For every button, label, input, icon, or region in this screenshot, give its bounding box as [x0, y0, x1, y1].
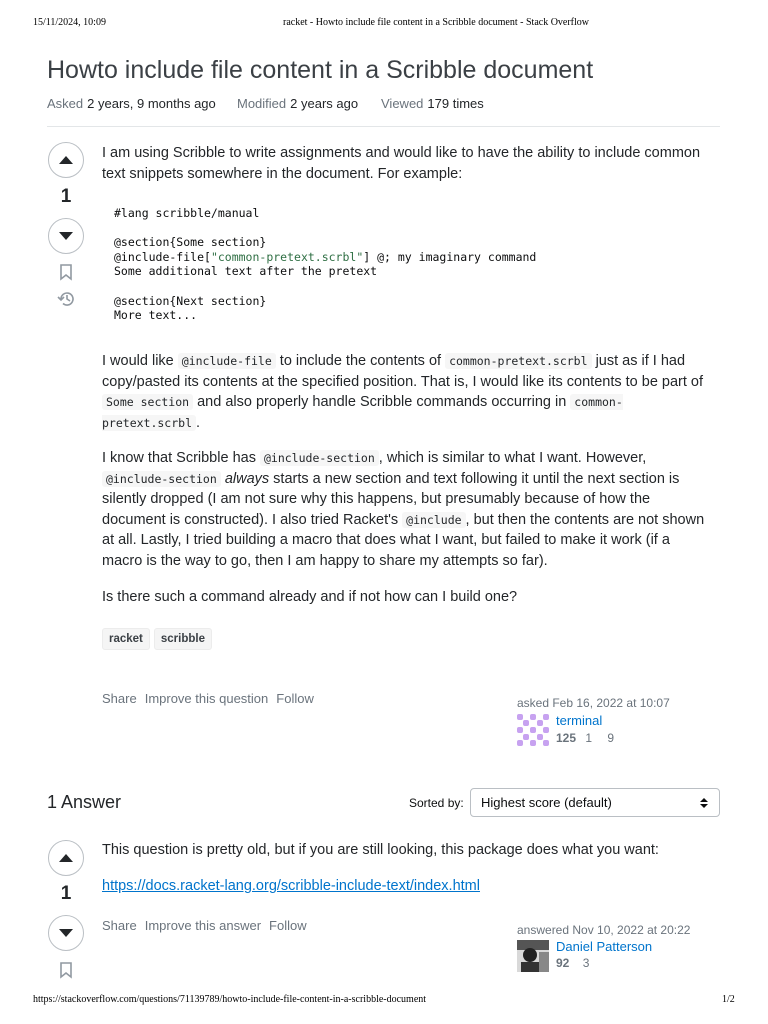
- text-span: to include the contents of: [275, 353, 446, 369]
- share-link[interactable]: Share: [102, 691, 137, 706]
- meta-asked-label: Asked: [47, 96, 84, 111]
- meta-modified-label: Modified: [237, 96, 287, 111]
- print-page-title: racket - Howto include file content in a Scribble document - Stack Overflow: [283, 17, 590, 28]
- sort-select[interactable]: [470, 788, 720, 817]
- text-span: and also properly handle Scribble commands occurring in: [193, 394, 571, 410]
- inline-code: @include-section: [102, 471, 221, 487]
- improve-answer-link[interactable]: Improve this answer: [144, 918, 262, 933]
- answered-timestamp: answered Nov 10, 2022 at 20:22: [517, 923, 691, 937]
- sorted-by-label: Sorted by:: [409, 796, 464, 810]
- question-code-block: [102, 198, 707, 331]
- answerer-name[interactable]: Daniel Patterson: [556, 939, 653, 954]
- asker-stats: [556, 731, 614, 745]
- answer-link-paragraph: [102, 876, 707, 897]
- upvote-arrow-icon: [58, 853, 74, 863]
- print-page-number: 1/2: [722, 994, 735, 1005]
- answer-bookmark-button[interactable]: [48, 962, 84, 979]
- text-span: starts a new section and text following it until the next section is silently dropped (I am not sure why this happens, but presumably because of how the document is constructed). I also tried Racket's: [102, 470, 680, 528]
- text-span: .: [196, 414, 201, 431]
- meta-viewed-label: Viewed: [381, 96, 424, 111]
- share-link[interactable]: Share: [102, 918, 137, 933]
- answer-upvote-button[interactable]: [48, 840, 84, 876]
- bronze-badge-count: 9: [607, 731, 615, 745]
- question-history-button[interactable]: [48, 290, 84, 308]
- bookmark-icon: [59, 962, 73, 979]
- user-photo-avatar: [517, 940, 549, 972]
- code-line: @section{Some section}: [114, 235, 267, 250]
- text-span: just as if I had copy/pasted its contents at the specified position. That is, I would like its contents to be part of: [102, 353, 704, 390]
- meta-viewed-value: 179 times: [427, 96, 484, 111]
- answerer-avatar[interactable]: [517, 940, 549, 977]
- answer-text: This question is pretty old, but if you are still looking, this package does what you want:: [102, 842, 659, 858]
- asker-name[interactable]: terminal: [556, 713, 603, 728]
- question-downvote-button[interactable]: [48, 218, 84, 254]
- code-line: @section{Next section}: [114, 293, 267, 308]
- title-divider: [47, 126, 720, 127]
- question-paragraph-3: [102, 448, 707, 571]
- answer-package-link[interactable]: https://docs.racket-lang.org/scribble-include-text/index.html: [102, 878, 480, 894]
- print-datetime: 15/11/2024, 10:09: [33, 17, 106, 28]
- code-line: More text...: [114, 308, 198, 323]
- asker-avatar[interactable]: [517, 714, 549, 751]
- silver-badge-count: 1: [585, 731, 593, 745]
- question-upvote-button[interactable]: [48, 142, 84, 178]
- inline-code: @include-file: [178, 353, 276, 369]
- question-tags: [102, 628, 216, 650]
- answer-post-actions: [102, 918, 315, 933]
- print-footer-url: https://stackoverflow.com/questions/71139789/howto-include-file-content-in-a-scribble-document: [33, 994, 427, 1005]
- meta-viewed: [381, 96, 484, 111]
- meta-asked-value: 2 years, 9 months ago: [87, 96, 216, 111]
- meta-modified-value: 2 years ago: [290, 96, 359, 111]
- text-span: I know that Scribble has: [102, 450, 260, 466]
- answer-vote-count: 1: [60, 883, 72, 904]
- sort-select-value: Highest score (default): [481, 795, 612, 810]
- text-span: I would like: [102, 353, 178, 369]
- question-intro: I am using Scribble to write assignments and would like to have the ability to include common text snippets somewhere in the document. For example:: [102, 145, 701, 182]
- code-string: "common-pretext.scrbl": [210, 249, 364, 264]
- code-line: Some additional text after the pretext: [114, 264, 378, 279]
- question-post-actions: [102, 691, 322, 706]
- inline-code: common-pretext.scrbl: [445, 353, 591, 369]
- text-span: , which is similar to what I want. However,: [378, 450, 647, 466]
- answer-downvote-button[interactable]: [48, 915, 84, 951]
- question-paragraph-4: Is there such a command already and if not how can I build one?: [102, 589, 518, 605]
- improve-question-link[interactable]: Improve this question: [144, 691, 269, 706]
- downvote-arrow-icon: [58, 928, 74, 938]
- inline-code: @include: [402, 512, 465, 528]
- meta-asked: [47, 96, 216, 111]
- text-span: , but then the contents are not shown at all. Lastly, I tried building a macro that does what I want, but failed to make it work (if a macro is the way to go, then I am happy to share my attempts so far).: [102, 511, 705, 569]
- identicon-avatar: [517, 714, 549, 746]
- code-line: #lang scribble/manual: [114, 206, 260, 220]
- question-bookmark-button[interactable]: [48, 264, 84, 281]
- tag-racket[interactable]: racket: [102, 628, 150, 650]
- question-title[interactable]: Howto include file content in a Scribble document: [47, 56, 594, 84]
- question-vote-count: 1: [60, 186, 72, 207]
- question-paragraph-2: [102, 351, 707, 433]
- bronze-badge-count: 3: [582, 956, 590, 970]
- inline-code: common-pretext.scrbl: [102, 395, 623, 430]
- tag-scribble[interactable]: scribble: [154, 628, 212, 650]
- inline-code: Some section: [102, 394, 193, 410]
- history-icon: [56, 290, 76, 308]
- upvote-arrow-icon: [58, 155, 74, 165]
- code-line: @include-file[: [114, 249, 211, 264]
- reputation-score: 125: [556, 731, 577, 745]
- reputation-score: 92: [556, 956, 570, 970]
- inline-code: @include-section: [260, 450, 379, 466]
- asked-timestamp: asked Feb 16, 2022 at 10:07: [517, 696, 670, 710]
- follow-link[interactable]: Follow: [269, 918, 307, 933]
- sort-updown-icon: [699, 797, 709, 809]
- answerer-stats: [556, 956, 589, 970]
- answers-count-heading: 1 Answer: [47, 792, 122, 812]
- bookmark-icon: [59, 264, 73, 281]
- code-line: ] @; my imaginary command: [363, 249, 537, 264]
- meta-modified: [237, 96, 358, 111]
- follow-link[interactable]: Follow: [276, 691, 314, 706]
- emphasis-text: always: [224, 470, 270, 487]
- downvote-arrow-icon: [58, 231, 74, 241]
